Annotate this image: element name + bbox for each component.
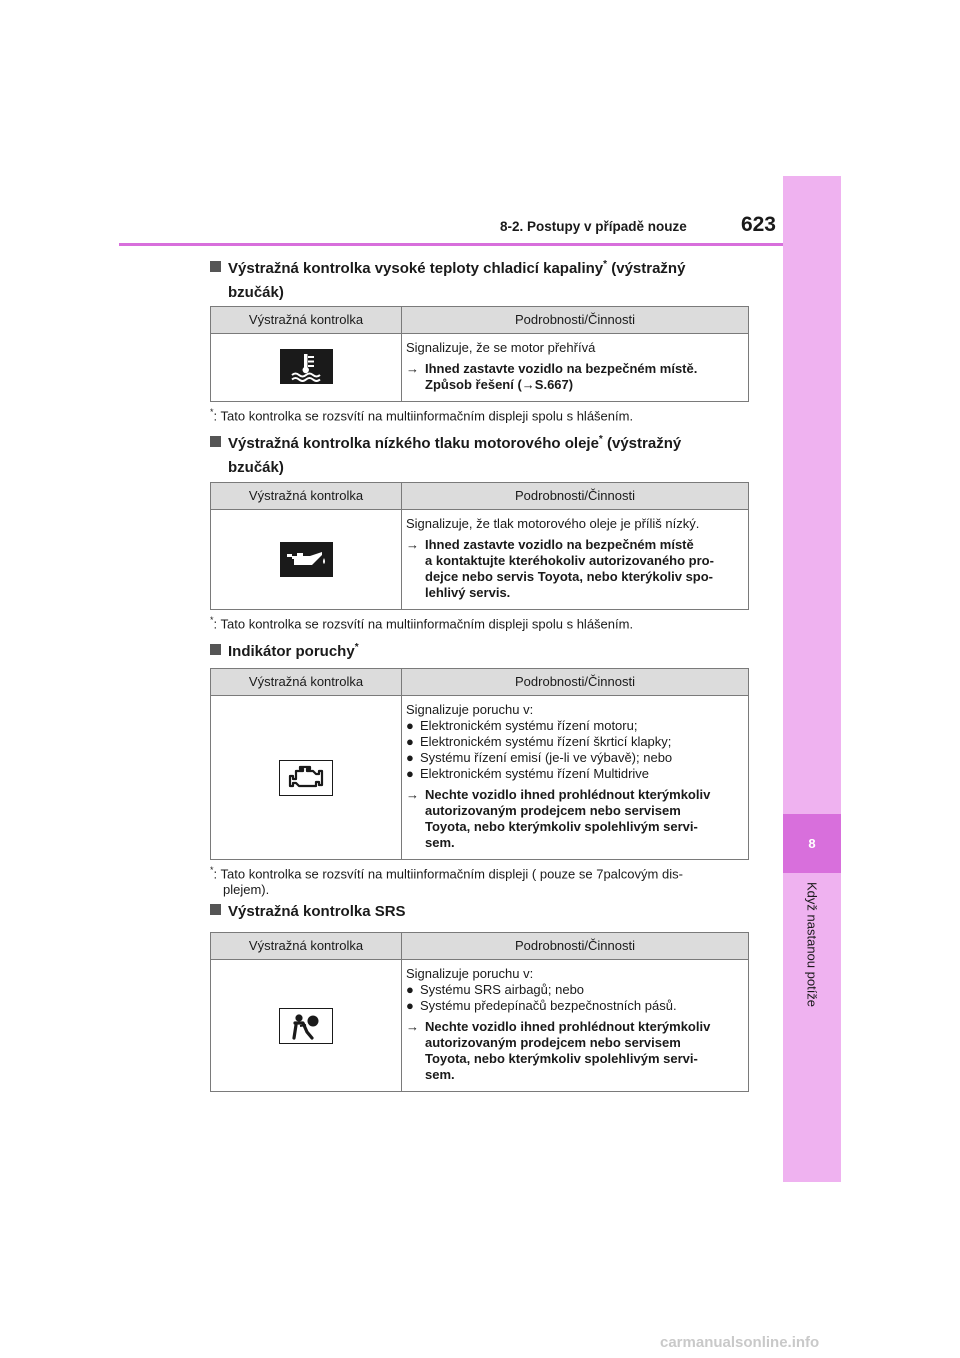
arrow-right-icon: → — [406, 361, 419, 376]
warning-table-coolant — [210, 306, 749, 402]
section-title-oil-pressure: Výstražná kontrolka nízkého tlaku motorového oleje* (výstražný bzučák) — [210, 428, 681, 480]
bullet-icon: ● — [406, 982, 414, 997]
bullet-icon: ● — [406, 998, 414, 1013]
list-item: ● Systému řízení emisí (je-li ve výbavě); nebo — [406, 750, 673, 765]
description: Signalizuje poruchu v: — [406, 966, 534, 981]
list-item: ● Systému předepínačů bezpečnostních pásů. — [406, 998, 677, 1013]
list-item: ● Elektronickém systému řízení škrticí klapky; — [406, 734, 672, 749]
bullet-icon: ● — [406, 766, 414, 781]
square-bullet-icon — [210, 644, 221, 655]
table-header-details: Podrobnosti/Činnosti — [402, 483, 749, 510]
table-header-light: Výstražná kontrolka — [211, 669, 402, 696]
check-engine-icon — [279, 760, 333, 796]
square-bullet-icon — [210, 261, 221, 272]
chapter-number: 8 — [808, 836, 816, 851]
bullet-icon: ● — [406, 718, 414, 733]
footnote-malfunction: *: Tato kontrolka se rozsvítí na multiinformačním displeji ( pouze se 7palcovým dis- plejem). — [210, 865, 683, 898]
bullet-icon: ● — [406, 750, 414, 765]
section-title-srs: Výstražná kontrolka SRS — [210, 900, 406, 924]
srs-airbag-icon — [279, 1008, 333, 1044]
icon-cell — [211, 696, 402, 860]
table-header-light: Výstražná kontrolka — [211, 483, 402, 510]
icon-cell — [211, 510, 402, 610]
watermark: carmanualsonline.info — [660, 1334, 820, 1351]
coolant-temperature-icon — [280, 349, 333, 384]
icon-cell — [211, 960, 402, 1092]
action: → Ihned zastavte vozidlo na bezpečném místě a kontaktujte kteréhokoliv autorizovaného pro- dejce nebo servis Toyota, nebo kterýkoliv spo- lehlivý servis. — [406, 537, 714, 600]
square-bullet-icon — [210, 904, 221, 915]
list-item: ● Elektronickém systému řízení motoru; — [406, 718, 638, 733]
action: → Nechte vozidlo ihned prohlédnout kterýmkoliv autorizovaným prodejcem nebo servisem Toyota, nebo kterýmkoliv spolehlivým servi- sem. — [406, 1019, 711, 1082]
oil-pressure-icon — [280, 542, 333, 577]
chapter-title: Když nastanou potíže — [804, 882, 820, 1008]
section-title-malfunction: Indikátor poruchy* — [210, 636, 359, 664]
list-item: ● Elektronickém systému řízení Multidrive — [406, 766, 650, 781]
action: → Nechte vozidlo ihned prohlédnout kterýmkoliv autorizovaným prodejcem nebo servisem Toyota, nebo kterýmkoliv spolehlivým servi- sem. — [406, 787, 711, 850]
footnote-coolant: *: Tato kontrolka se rozsvítí na multiinformačním displeji spolu s hlášením. — [210, 407, 634, 424]
square-bullet-icon — [210, 436, 221, 447]
section-heading: 8-2. Postupy v případě nouze — [500, 219, 687, 234]
chapter-number-box — [783, 814, 841, 873]
details-cell — [402, 510, 749, 610]
table-header-light: Výstražná kontrolka — [211, 307, 402, 334]
details-cell — [402, 960, 749, 1092]
action: → Ihned zastavte vozidlo na bezpečném místě. Způsob řešení (→S.667) — [406, 361, 698, 392]
bullet-icon: ● — [406, 734, 414, 749]
warning-table-malfunction — [210, 668, 749, 860]
table-header-light: Výstražná kontrolka — [211, 933, 402, 960]
warning-table-srs — [210, 932, 749, 1092]
warning-table-oil-pressure — [210, 482, 749, 610]
section-title-coolant: Výstražná kontrolka vysoké teploty chladicí kapaliny* (výstražný bzučák) — [210, 253, 685, 305]
table-header-details: Podrobnosti/Činnosti — [402, 669, 749, 696]
table-header-details: Podrobnosti/Činnosti — [402, 933, 749, 960]
page-reference-link[interactable]: S.667) — [534, 377, 574, 392]
description: Signalizuje, že tlak motorového oleje je příliš nízký. — [406, 516, 700, 531]
arrow-right-icon: → — [406, 1019, 419, 1034]
footnote-oil-pressure: *: Tato kontrolka se rozsvítí na multiinformačním displeji spolu s hlášením. — [210, 615, 634, 632]
details-cell — [402, 696, 749, 860]
icon-cell — [211, 334, 402, 402]
chapter-title-vertical — [783, 882, 841, 1042]
header-divider — [119, 243, 783, 246]
description: Signalizuje, že se motor přehřívá — [406, 340, 596, 355]
arrow-right-icon: → — [406, 787, 419, 802]
page-number: 623 — [740, 213, 776, 236]
list-item: ● Systému SRS airbagů; nebo — [406, 982, 585, 997]
arrow-right-icon: → — [406, 537, 419, 552]
details-cell — [402, 334, 749, 402]
table-header-details: Podrobnosti/Činnosti — [402, 307, 749, 334]
description: Signalizuje poruchu v: — [406, 702, 534, 717]
chapter-side-tab — [783, 176, 841, 1182]
arrow-right-icon: → — [521, 377, 535, 392]
